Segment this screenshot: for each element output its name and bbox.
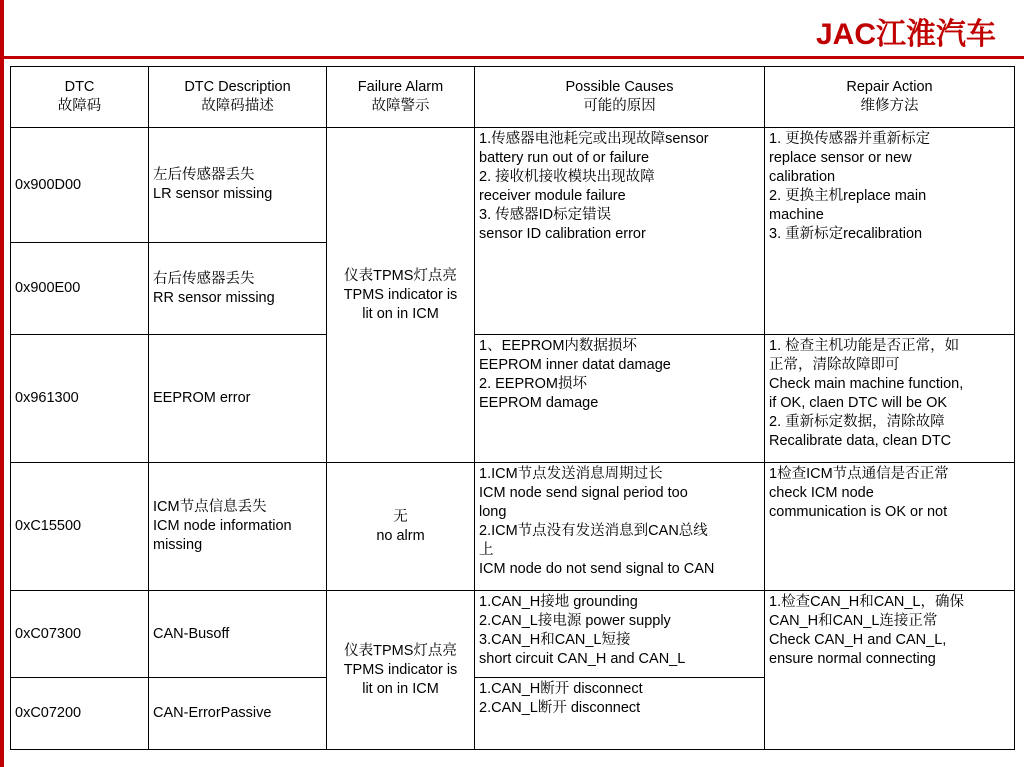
alarm-line: TPMS indicator is — [343, 661, 458, 678]
alarm-line: TPMS indicator is — [343, 286, 458, 303]
dtc-code-cell — [11, 463, 149, 591]
cause-line: 1.CAN_H接地 grounding — [479, 594, 638, 610]
description-line: RR sensor missing — [153, 289, 275, 306]
dtc-table — [10, 66, 1015, 750]
header-dtc-en: DTC — [64, 79, 95, 95]
repair-line: 1. 更换传感器并重新标定 — [769, 131, 931, 147]
brand-logo-cjk: 江淮汽车 — [876, 17, 996, 52]
dtc-description-cell — [149, 678, 327, 750]
dtc-code: 0xC07200 — [15, 705, 82, 721]
repair-line: machine — [769, 207, 824, 223]
repair-line: 1.检查CAN_H和CAN_L，确保 — [769, 594, 964, 610]
repair-line: 1. 检查主机功能是否正常，如 — [769, 338, 960, 354]
header-repair — [765, 67, 1015, 128]
possible-causes-cell — [475, 335, 765, 463]
dtc-description-cell — [149, 243, 327, 335]
cause-line: ICM node do not send signal to CAN — [479, 561, 715, 577]
dtc-code: 0x900D00 — [15, 176, 82, 193]
table-row — [11, 335, 1015, 463]
table-row — [11, 128, 1015, 243]
cause-line: 2. EEPROM损坏 — [479, 376, 587, 392]
alarm-line: 仪表TPMS灯点亮 — [344, 642, 457, 659]
repair-action-cell — [765, 591, 1015, 750]
header-causes-en: Possible Causes — [565, 79, 674, 95]
failure-alarm-cell — [327, 591, 475, 750]
header-dtc-cn: 故障码 — [57, 98, 102, 114]
left-accent-rule — [0, 0, 4, 767]
repair-line: CAN_H和CAN_L连接正常 — [769, 613, 938, 629]
description-line: LR sensor missing — [153, 186, 273, 202]
cause-line: 1、EEPROM内数据损坏 — [479, 338, 637, 354]
repair-line: 1检查ICM节点通信是否正常 — [769, 466, 949, 482]
cause-line: EEPROM damage — [479, 395, 599, 411]
cause-line: battery run out of or failure — [479, 150, 650, 166]
cause-line: sensor ID calibration error — [479, 226, 646, 242]
header-alarm-en: Failure Alarm — [357, 79, 444, 95]
repair-line: replace sensor or new — [769, 150, 912, 166]
cause-line: short circuit CAN_H and CAN_L — [479, 651, 686, 667]
table-header-row — [11, 67, 1015, 128]
alarm-line: 无 — [393, 508, 408, 525]
repair-line: check ICM node — [769, 485, 874, 501]
alarm-line: lit on in ICM — [362, 305, 439, 322]
header-description-en: DTC Description — [184, 79, 291, 95]
cause-line: ICM node send signal period too — [479, 485, 688, 501]
repair-line: Check CAN_H and CAN_L, — [769, 632, 947, 648]
repair-line: ensure normal connecting — [769, 651, 936, 667]
description-line: 右后传感器丢失 — [153, 270, 255, 287]
description-line: ICM node information — [153, 518, 292, 534]
cause-line: 2.CAN_L断开 disconnect — [479, 700, 641, 716]
header-accent-rule — [0, 56, 1024, 59]
header-description — [149, 67, 327, 128]
cause-line: 上 — [479, 542, 494, 558]
header-causes-cn: 可能的原因 — [583, 98, 656, 114]
dtc-code-cell — [11, 678, 149, 750]
repair-action-cell — [765, 128, 1015, 335]
cause-line: 2. 接收机接收模块出现故障 — [479, 169, 655, 185]
dtc-code-cell — [11, 128, 149, 243]
cause-line: 2.ICM节点没有发送消息到CAN总线 — [479, 523, 708, 539]
repair-action-cell — [765, 335, 1015, 463]
header-alarm — [327, 67, 475, 128]
description-line: EEPROM error — [153, 390, 251, 406]
alarm-line: no alrm — [376, 527, 425, 544]
repair-line: calibration — [769, 169, 836, 185]
cause-line: long — [479, 504, 507, 520]
repair-action-cell — [765, 463, 1015, 591]
header-repair-cn: 维修方法 — [860, 98, 919, 114]
header-repair-en: Repair Action — [846, 79, 933, 95]
failure-alarm-cell — [327, 128, 475, 463]
cause-line: receiver module failure — [479, 188, 626, 204]
dtc-description-cell — [149, 335, 327, 463]
cause-line: 1.CAN_H断开 disconnect — [479, 681, 643, 697]
cause-line: 2.CAN_L接电源 power supply — [479, 613, 671, 629]
description-line: missing — [153, 537, 203, 553]
brand-logo-latin: JAC — [815, 18, 876, 51]
dtc-description-cell — [149, 591, 327, 678]
repair-line: 正常，清除故障即可 — [769, 357, 900, 373]
description-line: 左后传感器丢失 — [153, 167, 255, 183]
description-line: ICM节点信息丢失 — [153, 499, 267, 515]
dtc-code-cell — [11, 335, 149, 463]
repair-line: communication is OK or not — [769, 504, 948, 520]
repair-line: if OK, claen DTC will be OK — [769, 395, 948, 411]
cause-line: 1.ICM节点发送消息周期过长 — [479, 466, 663, 482]
dtc-code: 0xC15500 — [15, 518, 82, 534]
header-alarm-cn: 故障警示 — [371, 98, 430, 114]
dtc-code-cell — [11, 591, 149, 678]
repair-line: Check main machine function, — [769, 376, 964, 392]
cause-line: EEPROM inner datat damage — [479, 357, 671, 373]
failure-alarm-cell — [327, 463, 475, 591]
cause-line: 3. 传感器ID标定错误 — [479, 207, 612, 223]
brand-logo — [816, 18, 996, 52]
dtc-code: 0xC07300 — [15, 625, 82, 642]
description-line: CAN-ErrorPassive — [153, 705, 272, 721]
header-dtc — [11, 67, 149, 128]
alarm-line: lit on in ICM — [362, 680, 439, 697]
table-row — [11, 591, 1015, 678]
header-description-cn: 故障码描述 — [201, 98, 274, 114]
table-row — [11, 463, 1015, 591]
possible-causes-cell — [475, 591, 765, 678]
alarm-line: 仪表TPMS灯点亮 — [344, 267, 457, 284]
dtc-code-cell — [11, 243, 149, 335]
description-line: CAN-Busoff — [153, 625, 230, 642]
dtc-code: 0x900E00 — [15, 280, 81, 296]
header-causes — [475, 67, 765, 128]
cause-line: 1.传感器电池耗完或出现故障sensor — [479, 131, 709, 147]
dtc-code: 0x961300 — [15, 390, 79, 406]
dtc-description-cell — [149, 463, 327, 591]
repair-line: 2. 重新标定数据，清除故障 — [769, 414, 945, 430]
repair-line: Recalibrate data, clean DTC — [769, 433, 952, 449]
cause-line: 3.CAN_H和CAN_L短接 — [479, 632, 631, 648]
possible-causes-cell — [475, 463, 765, 591]
repair-line: 3. 重新标定recalibration — [769, 226, 923, 242]
possible-causes-cell — [475, 678, 765, 750]
repair-line: 2. 更换主机replace main — [769, 188, 927, 204]
dtc-description-cell — [149, 128, 327, 243]
possible-causes-cell — [475, 128, 765, 335]
